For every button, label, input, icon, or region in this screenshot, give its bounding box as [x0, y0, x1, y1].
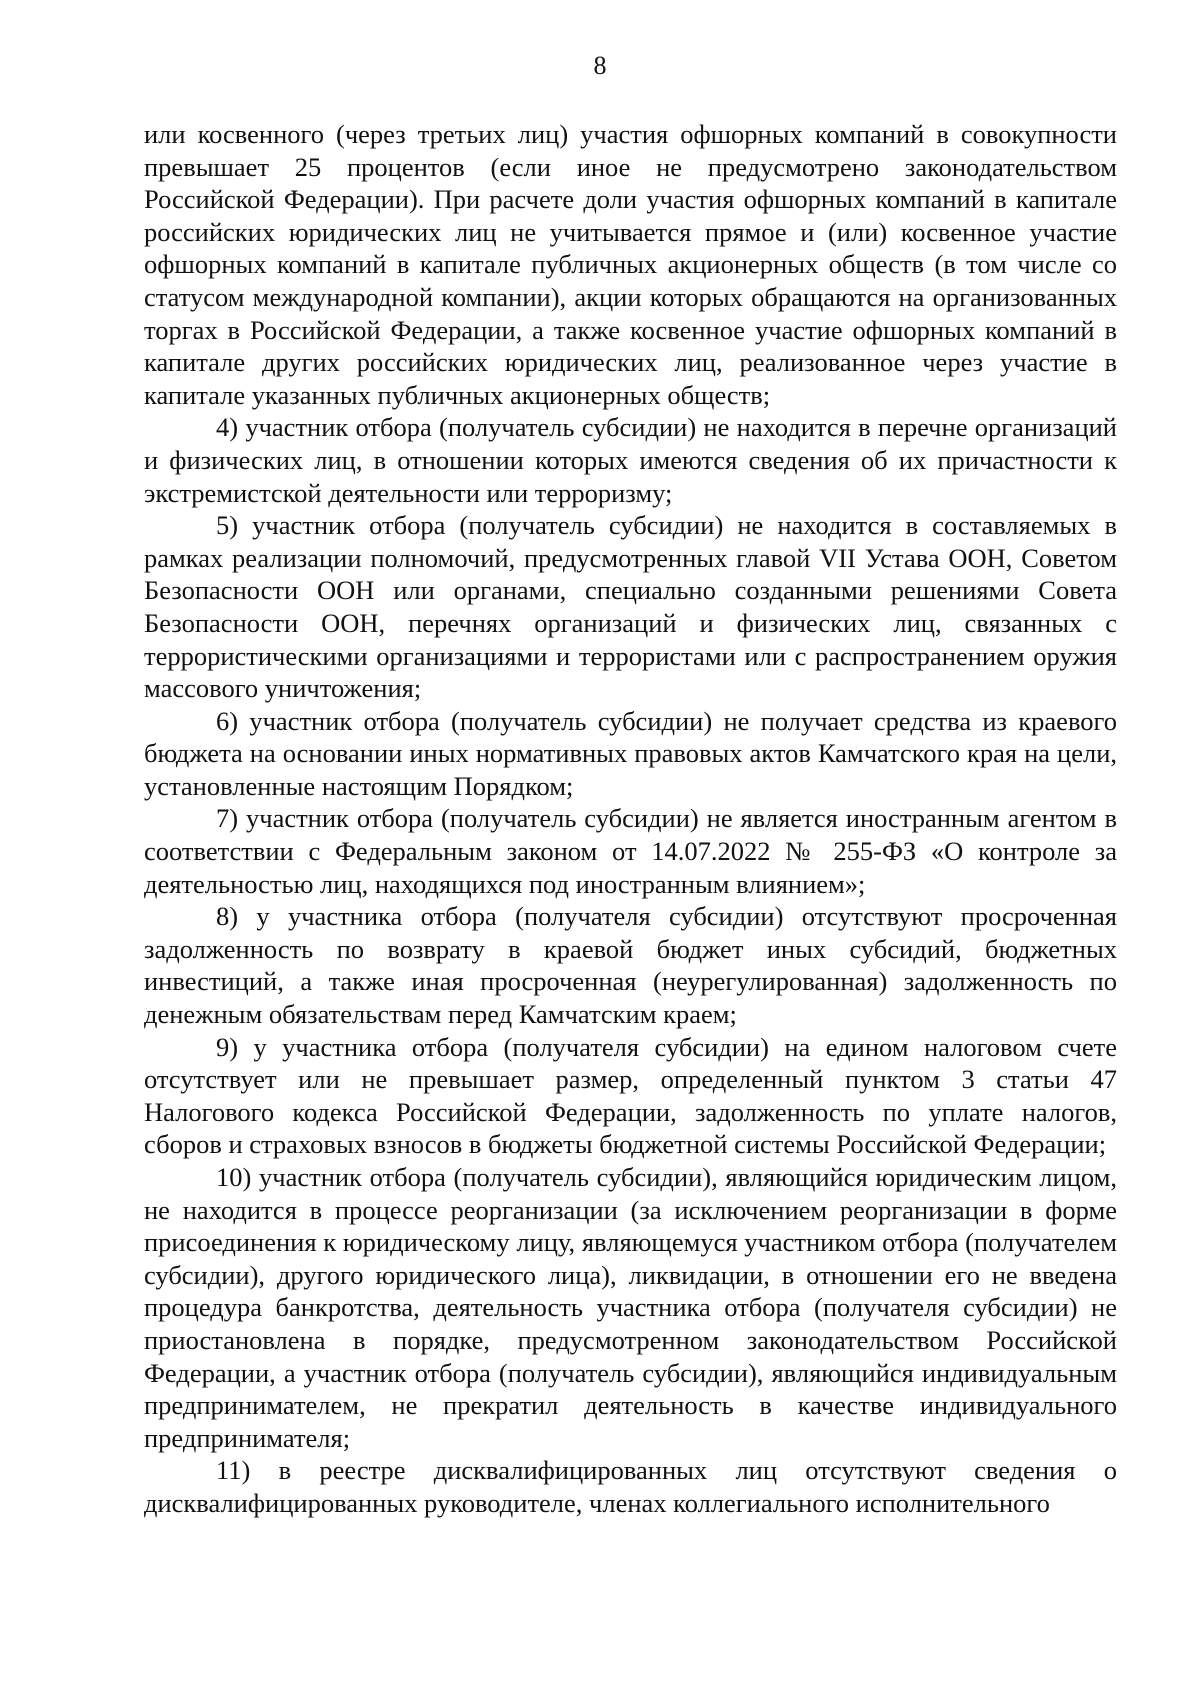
document-body [144, 118, 1117, 1520]
page-number: 8 [593, 51, 607, 80]
paragraph-item-5: 5) участник отбора (получатель субсидии) не находится в составляемых в рамках реализации полномочий, предусмотренных главой VII Устава ООН, Советом Безопасности ООН или органами, специально созданными решениями Совета Безопасности ООН, перечнях организаций и физических лиц, связанных с террористическими организациями и террористами или с распространением оружия массового уничтожения; [144, 510, 1117, 704]
paragraph-item-10: 10) участник отбора (получатель субсидии), являющийся юридическим лицом, не находится в процессе реорганизации (за исключением реорганизации в форме присоединения к юридическому лицу, являющемуся участником отбора (получателем субсидии), другого юридического лица), ликвидации, в отношении его не введена процедура банкротства, деятельность участника отбора (получателя субсидии) не приостановлена в порядке, предусмотренном законодательством Российской Федерации, а участник отбора (получатель субсидии), являющийся индивидуальным предпринимателем, не прекратил деятельность в качестве индивидуального предпринимателя; [144, 1162, 1117, 1453]
paragraph-item-9: 9) у участника отбора (получателя субсидии) на едином налоговом счете отсутствует или не превышает размер, определенный пунктом 3 статьи 47 Налогового кодекса Российской Федерации, задолженность по уплате налогов, сборов и страховых взносов в бюджеты бюджетной системы Российской Федерации; [144, 1031, 1117, 1160]
paragraph-item-11: 11) в реестре дисквалифицированных лиц отсутствуют сведения о дисквалифицированных руководителе, членах коллегиального исполнительного [144, 1455, 1117, 1518]
paragraph-continuation: или косвенного (через третьих лиц) участия офшорных компаний в совокупности превышает 25 процентов (если иное не предусмотрено законодательством Российской Федерации). При расчете доли участия офшорных компаний в капитале российских юридических лиц не учитывается прямое и (или) косвенное участие офшорных компаний в капитале публичных акционерных обществ (в том числе со статусом международной компании), акции которых обращаются на организованных торгах в Российской Федерации, а также косвенное участие офшорных компаний в капитале других российских юридических лиц, реализованное через участие в капитале указанных публичных акционерных обществ; [144, 119, 1117, 410]
paragraph-item-4: 4) участник отбора (получатель субсидии) не находится в перечне организаций и физических лиц, в отношении которых имеются сведения об их причастности к экстремистской деятельности или терроризму; [144, 412, 1117, 508]
paragraph-item-6: 6) участник отбора (получатель субсидии) не получает средства из краевого бюджета на основании иных нормативных правовых актов Камчатского края на цели, установленные настоящим Порядком; [144, 705, 1117, 801]
paragraph-item-8: 8) у участника отбора (получателя субсидии) отсутствуют просроченная задолженность по возврату в краевой бюджет иных субсидий, бюджетных инвестиций, а также иная просроченная (неурегулированная) задолженность по денежным обязательствам перед Камчатским краем; [144, 901, 1117, 1030]
paragraph-item-7: 7) участник отбора (получатель субсидии) не является иностранным агентом в соответствии с Федеральным законом от 14.07.2022 № 255-ФЗ «О контроле за деятельностью лиц, находящихся под иностранным влиянием»; [144, 803, 1117, 899]
